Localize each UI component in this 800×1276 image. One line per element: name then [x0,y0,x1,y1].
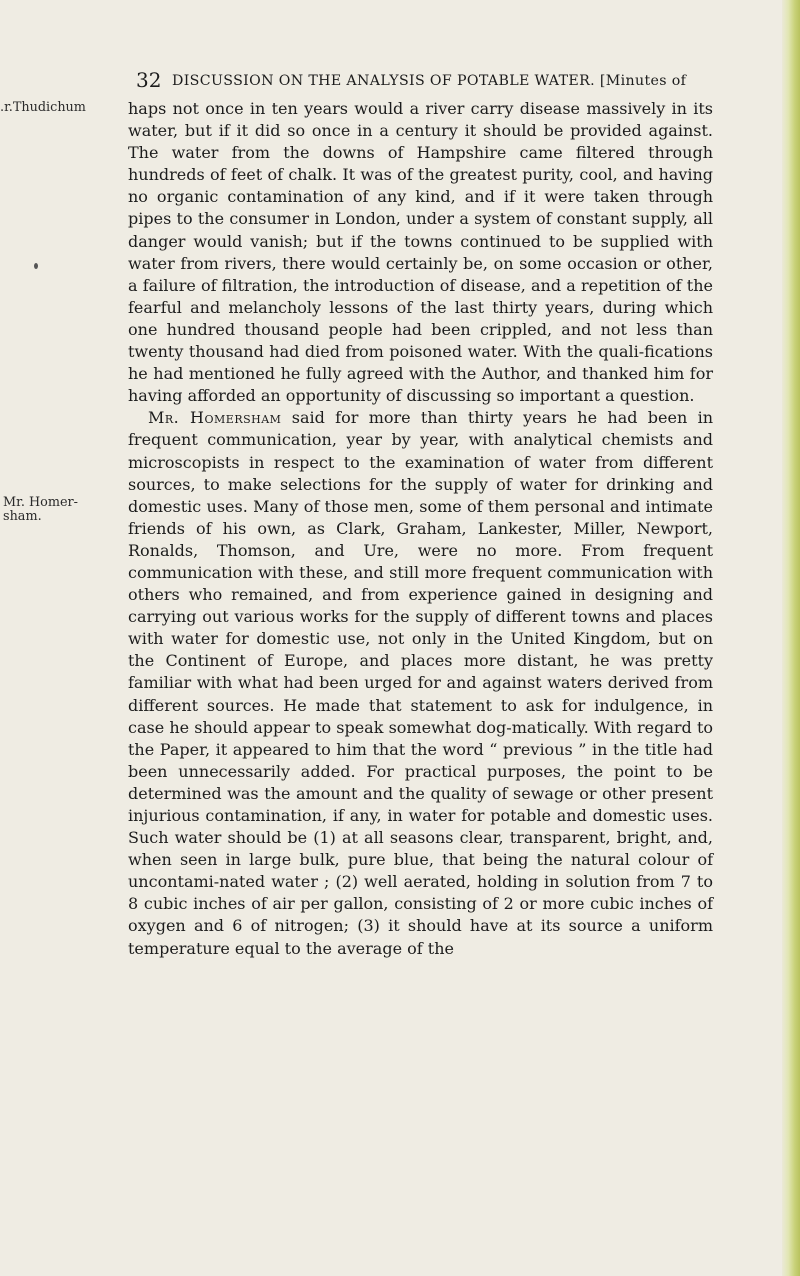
paragraph [128,407,713,959]
paragraph-text: said for more than thirty years he had been in frequent communication, year by year, with analytical chemists and microscopists in respect to the examination of water from different sources, to make selections for the supply of water for drinking and domestic uses. Many of those men, some of them personal and intimate friends of his own, as Clark, Graham, Lankester, Miller, Newport, Ronalds, Thomson, and Ure, were no more. From frequent communication with these, and still more frequent communication with others who remained, and from experience gained in designing and carrying out various works for the supply of different towns and places with water for domestic use, not only in the United Kingdom, but on the Continent of Europe, and places more distant, he was pretty familiar with what had been urged for and against waters derived from different sources. He made that statement to ask for indulgence, in case he should appear to speak somewhat dog-matically. With regard to the Paper, it appeared to him that the word “ previous ” in the title had been unnecessarily added. For practical purposes, the point to be determined was the amount and the quality of sewage or other present injurious contamination, if any, in water for potable and domestic uses. Such water should be (1) at all seasons clear, transparent, bright, and, when seen in large bulk, pure blue, that being the natural colour of uncontami-nated water ; (2) well aerated, holding in solution from 7 to 8 cubic inches of air per gallon, consisting of 2 or more cubic inches of oxygen and 6 of nitrogen; (3) it should have at its source a uniform temperature equal to the average of the [128,408,713,958]
page-header [0,68,800,92]
margin-note-line: sham. [3,509,42,524]
page-number: 32 [136,68,162,92]
running-title: DISCUSSION ON THE ANALYSIS OF POTABLE WATER. [Minutes of [172,73,687,89]
margin-note-thudichum [0,101,86,115]
paragraph: haps not once in ten years would a river carry disease massively in its water, but if it did so once in a century it should be provided against. The water from the downs of Hampshire came filtered through hundreds of feet of chalk. It was of the greatest purity, cool, and having no organic contamination of any kind, and if it were taken through pipes to the consumer in London, under a system of constant supply, all danger would vanish; but if the towns continued to be supplied with water from rivers, there would certainly be, on some occasion or other, a failure of filtration, the introduction of disease, and a repetition of the fearful and melancholy lessons of the last thirty years, during which one hundred thousand people had been crippled, and not less than twenty thousand had died from poisoned water. With the quali-fications he had mentioned he fully agreed with the Author, and thanked him for having afforded an opportunity of discussing so important a question. [128,99,713,406]
margin-note-homersham [3,496,78,524]
speaker-name: Mr. Homersham [148,408,282,428]
page-edge-shadow [782,0,800,1276]
margin-note-line: Mr. Homer- [3,495,78,510]
body-text [128,98,713,960]
margin-mark [34,263,38,269]
margin-note-text: .r.Thudichum [0,100,86,115]
